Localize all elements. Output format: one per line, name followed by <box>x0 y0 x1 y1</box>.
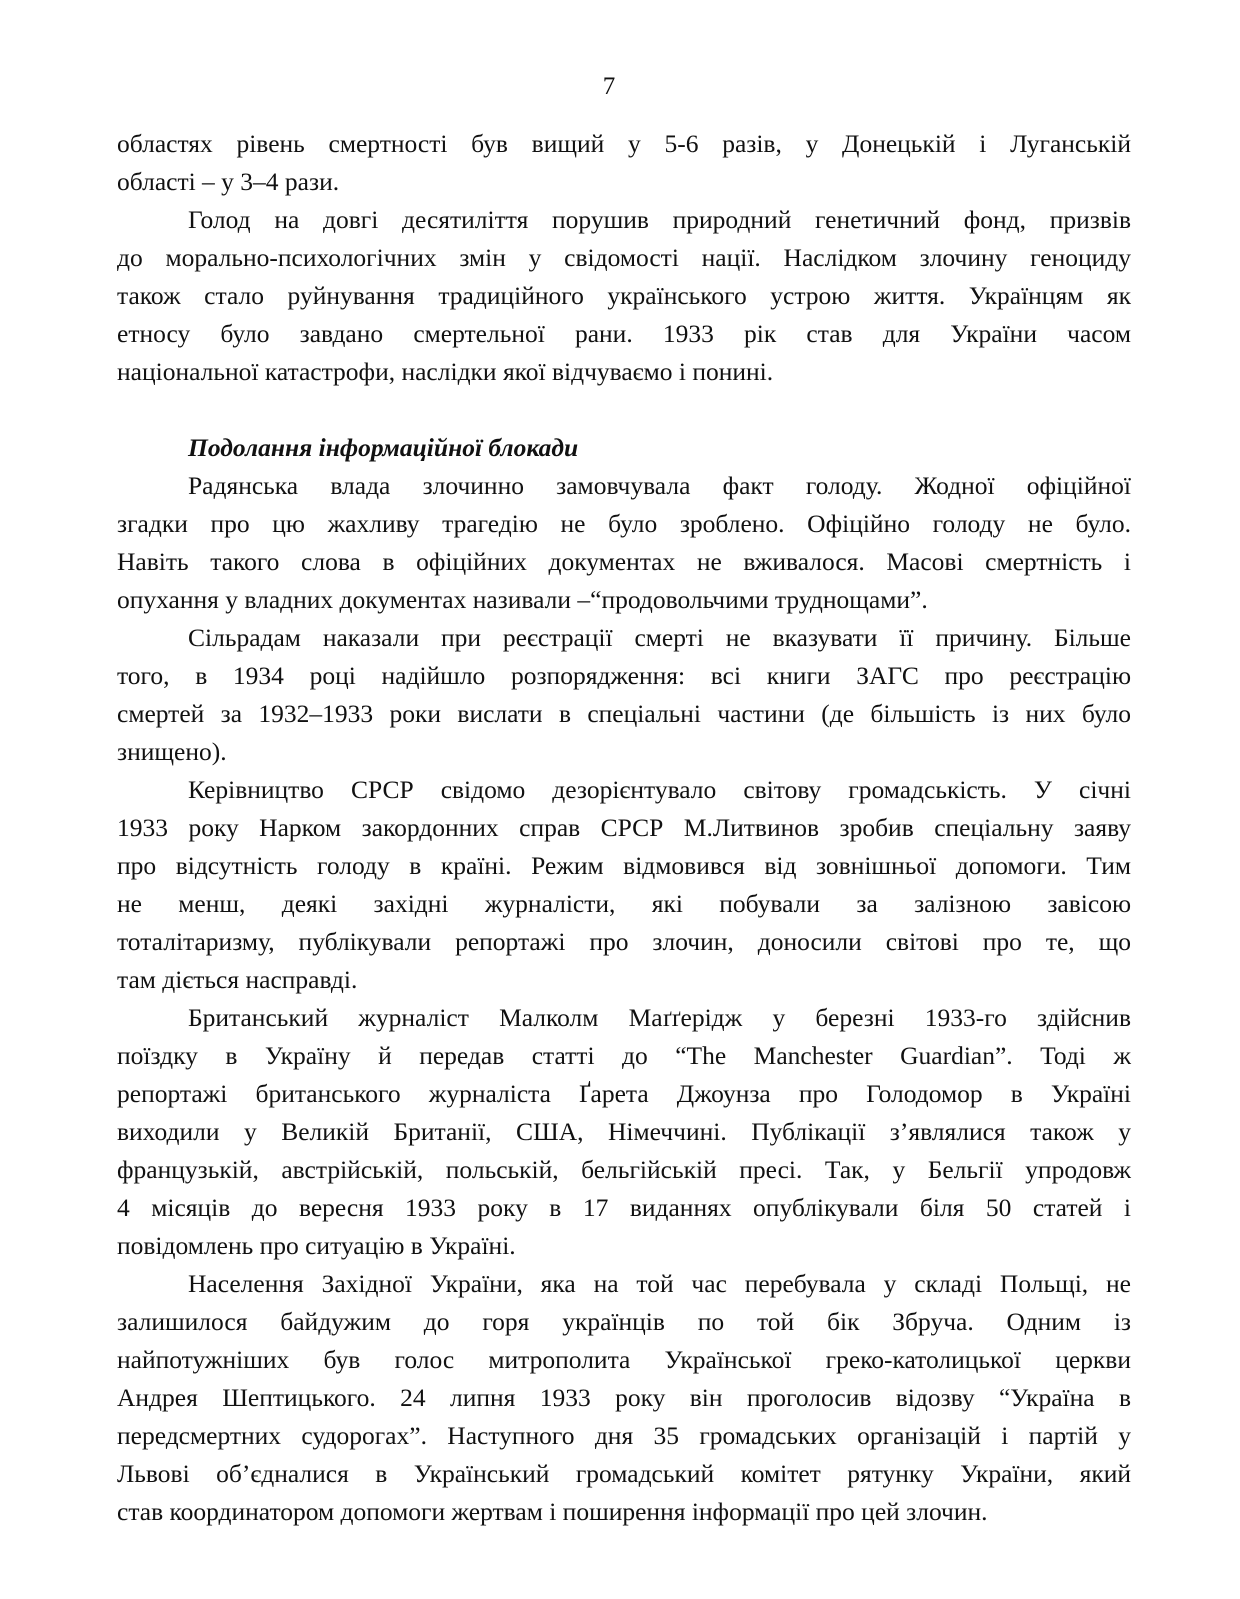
text-line: про відсутність голоду в країні. Режим відмовився від зовнішньої допомоги. Тим <box>117 851 1131 880</box>
text-line: залишилося байдужим до горя українців по той бік Збруча. Одним із <box>117 1307 1131 1336</box>
text-line: 1933 року Нарком закордонних справ СРСР М.Литвинов зробив спеціальну заяву <box>117 813 1131 842</box>
text-line: Андрея Шептицького. 24 липня 1933 року він проголосив відозву “Україна в <box>117 1383 1131 1412</box>
document-body <box>117 125 1131 1531</box>
text-line: областях рівень смертності був вищий у 5-6 разів, у Донецькій і Луганській <box>117 129 1131 158</box>
text-line: 4 місяців до вересня 1933 року в 17 виданнях опублікували біля 50 статей і <box>117 1193 1131 1222</box>
paragraph <box>117 999 1131 1265</box>
spacer <box>117 391 1131 429</box>
paragraph <box>117 201 1131 391</box>
text-line: етносу було завдано смертельної рани. 1933 рік став для України часом <box>117 319 1131 348</box>
text-line: Сільрадам наказали при реєстрації смерті не вказувати її причину. Більше <box>188 623 1131 652</box>
paragraph <box>117 1265 1131 1531</box>
text-line: Британський журналіст Малколм Маґґерідж у березні 1933-го здійснив <box>188 1003 1131 1032</box>
text-line: найпотужніших був голос митрополита Української греко-католицької церкви <box>117 1345 1131 1374</box>
text-line: також стало руйнування традиційного українського устрою життя. Українцям як <box>117 281 1131 310</box>
text-line: області – у 3–4 рази. <box>117 167 340 196</box>
section-heading: Подолання інформаційної блокади <box>188 433 579 462</box>
text-line: Населення Західної України, яка на той час перебувала у складі Польщі, не <box>188 1269 1131 1298</box>
text-line: того, в 1934 році надійшло розпорядження: всі книги ЗАГС про реєстрацію <box>117 661 1131 690</box>
paragraph <box>117 125 1131 201</box>
text-line: смертей за 1932–1933 роки вислати в спеціальні частини (де більшість із них було <box>117 699 1131 728</box>
text-line: повідомлень про ситуацію в Україні. <box>117 1231 516 1260</box>
text-line: до морально-психологічних змін у свідомості нації. Наслідком злочину геноциду <box>117 243 1131 272</box>
text-line: опухання у владних документах називали –“продовольчими труднощами”. <box>117 585 928 614</box>
paragraph <box>117 771 1131 999</box>
text-line: там діється насправді. <box>117 965 358 994</box>
text-line: Навіть такого слова в офіційних документах не вживалося. Масові смертність і <box>117 547 1131 576</box>
text-line: Голод на довгі десятиліття порушив природний генетичний фонд, призвів <box>188 205 1131 234</box>
text-line: став координатором допомоги жертвам і поширення інформації про цей злочин. <box>117 1497 988 1526</box>
text-line: Керівництво СРСР свідомо дезорієнтувало світову громадськість. У січні <box>188 775 1131 804</box>
text-line: репортажі британського журналіста Ґарета Джоунза про Голодомор в Україні <box>117 1079 1131 1108</box>
page-number: 7 <box>602 73 616 100</box>
text-line: французькій, австрійській, польській, бельгійській пресі. Так, у Бельгії упродовж <box>117 1155 1131 1184</box>
text-line: національної катастрофи, наслідки якої відчуваємо і понині. <box>117 357 774 386</box>
paragraph <box>117 619 1131 771</box>
paragraph <box>117 467 1131 619</box>
text-line: передсмертних судорогах”. Наступного дня 35 громадських організацій і партій у <box>117 1421 1131 1450</box>
text-line: знищено). <box>117 737 227 766</box>
text-line: поїздку в Україну й передав статті до “The Manchester Guardian”. Тоді ж <box>117 1041 1131 1070</box>
text-line: тоталітаризму, публікували репортажі про злочин, доносили світові про те, що <box>117 927 1131 956</box>
text-line: Львові об’єдналися в Український громадський комітет рятунку України, який <box>117 1459 1131 1488</box>
text-line: Радянська влада злочинно замовчувала факт голоду. Жодної офіційної <box>188 471 1131 500</box>
text-line: не менш, деякі західні журналісти, які побували за залізною завісою <box>117 889 1131 918</box>
text-line: виходили у Великій Британії, США, Німеччині. Публікації з’являлися також у <box>117 1117 1131 1146</box>
text-line: згадки про цю жахливу трагедію не було зроблено. Офіційно голоду не було. <box>117 509 1131 538</box>
